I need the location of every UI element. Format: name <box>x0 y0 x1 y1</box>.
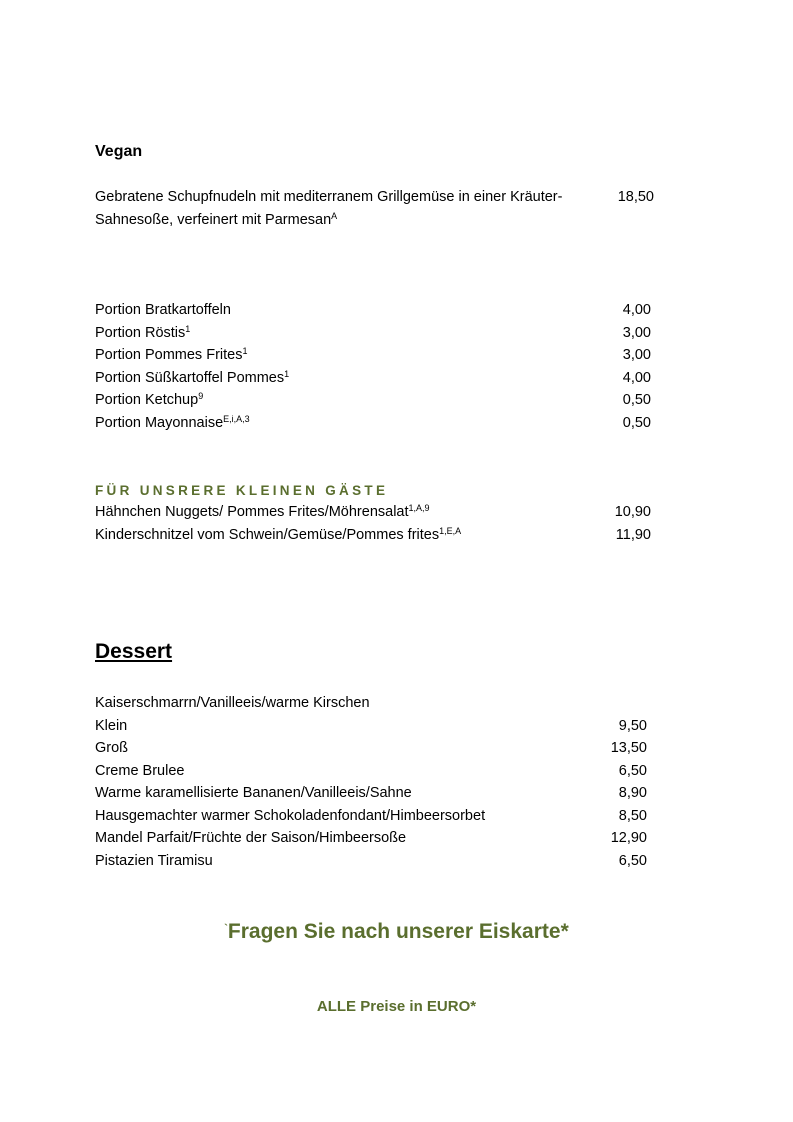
list-item <box>95 325 651 348</box>
side-name-text: Portion Röstis <box>95 324 186 341</box>
side-price: 4,00 <box>622 302 651 318</box>
ice-cream-note <box>0 920 793 944</box>
list-item <box>95 718 647 741</box>
side-name <box>95 325 190 342</box>
dessert-item-name: Klein <box>95 717 128 734</box>
vegan-item-price: 18,50 <box>617 189 654 205</box>
allergen-note: 1,A,9 <box>408 503 430 513</box>
allergen-note: 1 <box>242 346 248 356</box>
side-name-text: Portion Süßkartoffel Pommes <box>95 369 285 386</box>
side-price: 0,50 <box>622 414 651 431</box>
list-item <box>95 504 651 527</box>
dessert-item-name: Mandel Parfait/Früchte der Saison/Himbeersoße <box>95 830 407 846</box>
list-item <box>95 808 647 831</box>
list-item <box>95 830 647 853</box>
side-name <box>95 347 247 364</box>
dessert-item-name: Pistazien Tiramisu <box>95 852 213 869</box>
kids-list <box>95 504 651 549</box>
dessert-item-price: 12,90 <box>610 830 647 846</box>
dessert-intro: Kaiserschmarrn/Vanilleeis/warme Kirschen <box>95 695 370 711</box>
dessert-item-price: 8,50 <box>618 807 647 824</box>
dessert-item-price: 13,50 <box>610 740 647 756</box>
vegan-item-line2-text: Sahnesoße, verfeinert mit Parmesan <box>95 212 332 228</box>
list-item <box>95 347 651 370</box>
kids-item-price: 10,90 <box>614 504 651 520</box>
list-item <box>95 853 647 876</box>
side-name-text: Portion Pommes Frites <box>95 347 243 363</box>
dessert-heading: Dessert <box>95 640 173 663</box>
allergen-note: 1,E,A <box>439 525 462 536</box>
list-item <box>95 785 647 808</box>
list-item <box>95 763 647 786</box>
side-name-text: Portion Mayonnaise <box>95 414 224 431</box>
list-item <box>95 392 651 415</box>
dessert-item-name: Hausgemachter warmer Schokoladenfondant/Himbeersorbet <box>95 807 486 824</box>
list-item <box>95 740 647 763</box>
vegan-item-line2 <box>95 212 337 229</box>
side-name <box>95 415 250 432</box>
list-item <box>95 527 651 550</box>
vegan-item-line1: Gebratene Schupfnudeln mit mediterranem Grillgemüse in einer Kräuter- <box>95 189 563 205</box>
allergen-note: 9 <box>198 391 204 401</box>
side-name-text: Portion Ketchup <box>95 392 199 408</box>
dessert-item-name: Groß <box>95 740 129 756</box>
allergen-note: 1 <box>185 323 191 334</box>
dessert-item-name: Warme karamellisierte Bananen/Vanilleeis/Sahne <box>95 785 412 801</box>
dessert-item-price: 8,90 <box>618 785 647 801</box>
prices-note: ALLE Preise in EURO* <box>316 998 477 1015</box>
side-name: Portion Bratkartoffeln <box>95 302 231 318</box>
allergen-note: A <box>331 211 338 221</box>
allergen-note: E,i,A,3 <box>223 413 250 424</box>
kids-heading: FÜR UNSRERE KLEINEN GÄSTE <box>95 483 389 498</box>
dessert-item-price: 6,50 <box>618 852 647 869</box>
side-name <box>95 392 203 409</box>
kids-item-text: Kinderschnitzel vom Schwein/Gemüse/Pommes frites <box>95 526 440 543</box>
allergen-note: 1 <box>284 368 290 379</box>
kids-item-text: Hähnchen Nuggets/ Pommes Frites/Möhrensalat <box>95 504 409 520</box>
dessert-item-price: 6,50 <box>618 762 647 779</box>
side-price: 3,00 <box>622 324 651 341</box>
dessert-list <box>95 718 647 876</box>
kids-item-name <box>95 527 461 544</box>
kids-item-price: 11,90 <box>615 526 651 543</box>
side-price: 4,00 <box>622 369 651 386</box>
side-name <box>95 370 289 387</box>
side-price: 0,50 <box>622 392 651 408</box>
kids-item-name <box>95 504 430 521</box>
dessert-item-name: Creme Brulee <box>95 762 185 779</box>
sides-list <box>95 302 651 437</box>
list-item <box>95 302 651 325</box>
vegan-heading: Vegan <box>95 143 143 160</box>
ice-cream-note-text: Fragen Sie nach unserer Eiskarte* <box>227 920 569 943</box>
side-price: 3,00 <box>622 347 651 363</box>
list-item <box>95 370 651 393</box>
list-item <box>95 415 651 438</box>
dessert-item-price: 9,50 <box>618 717 647 734</box>
backtick-mark: ` <box>224 923 228 935</box>
